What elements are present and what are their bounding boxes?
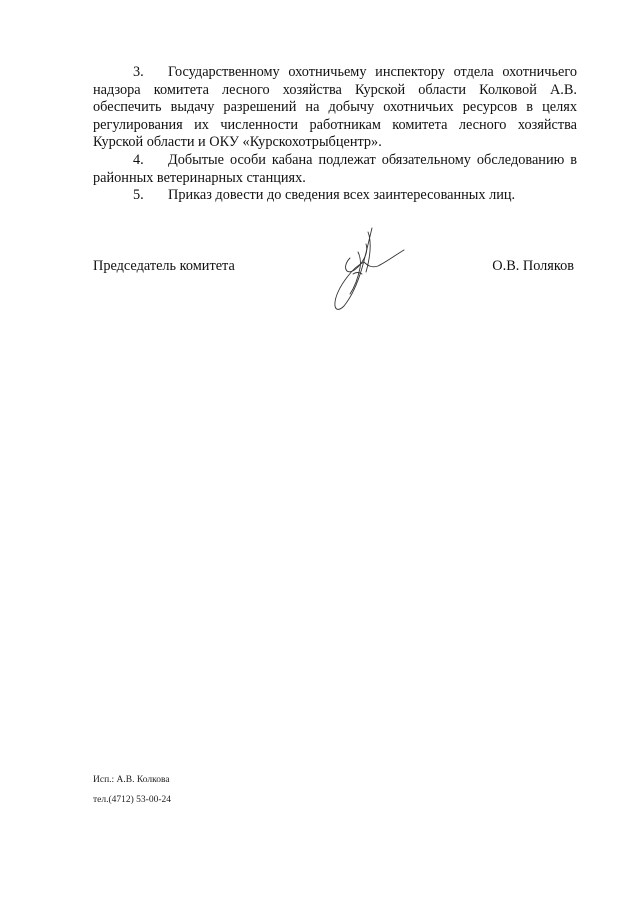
item-number: 3. xyxy=(133,64,144,80)
signatory-position: Председатель комитета xyxy=(93,258,235,274)
handwritten-signature xyxy=(320,222,410,317)
phone-line: тел.(4712) 53-00-24 xyxy=(93,795,172,805)
executor-line: Исп.: А.В. Колкова xyxy=(93,775,170,785)
list-item xyxy=(93,187,577,205)
signatory-name: О.В. Поляков xyxy=(492,258,574,274)
item-number: 5. xyxy=(133,187,144,204)
document-footer xyxy=(93,770,171,810)
list-item xyxy=(93,152,577,187)
list-item xyxy=(93,64,577,152)
item-text: Добытые особи кабана подлежат обязательному обследованию в районных ветеринарных станциях. xyxy=(93,151,577,186)
item-text: Приказ довести до сведения всех заинтересованных лиц. xyxy=(168,187,516,204)
document-body xyxy=(93,64,577,205)
item-number: 4. xyxy=(133,151,144,168)
item-text: Государственному охотничьему инспектору отдела охотничьего надзора комитета лесного хозяйства Курской области Колковой А.В. обеспечить выдачу разрешений на добычу охотничьих ресурсов в целях регулирования их численности работникам комитета лесного хозяйства Курской области и ОКУ «Курскохотрыбцентр». xyxy=(93,64,577,151)
